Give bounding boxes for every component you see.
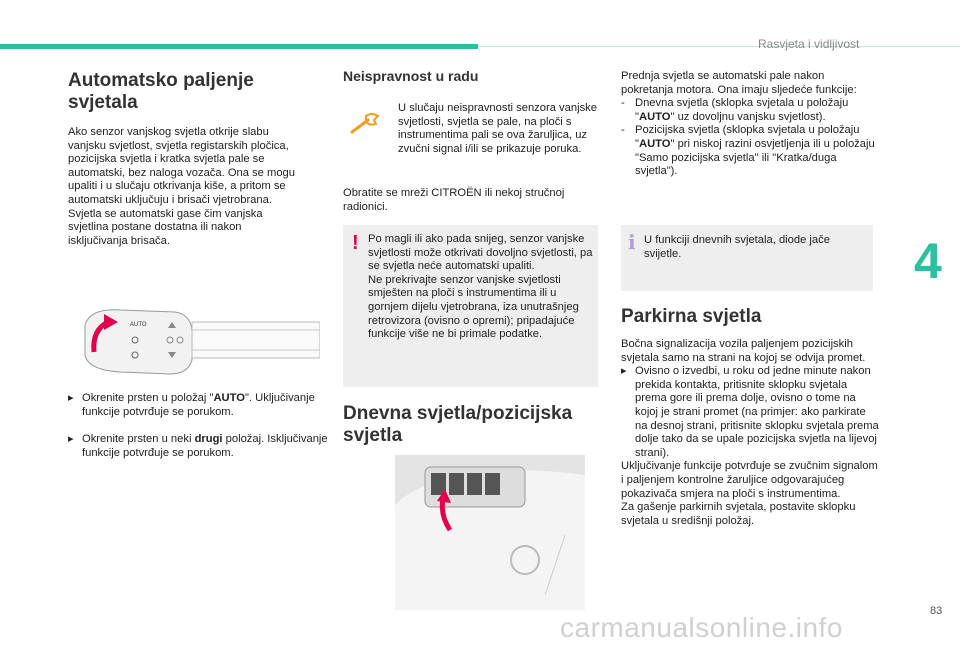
light-stalk-image [80,300,320,380]
watermark: carmanualsonline.info [560,612,843,643]
daytime-title-block [343,403,598,447]
warning-p1: Po magli ili ako pada snijeg, senzor vanjske svjetlosti može otkrivati dovoljno svjetlosti, pa se svjetla neće automatski upaliti. [368,233,593,273]
bullet-icon: ▸ [68,392,74,404]
warning-p2: Ne prekrivajte senzor vanjske svjetlosti smješten na ploči s instrumentima ili u gornjem dijelu vjetrobrana, iza unutrašnjeg retrovizora (ovisno o opremi); pripadajuće funkcije više ne bi primale podatke. [368,273,579,341]
info-icon: i [628,230,636,254]
daytime-intro: Prednja svjetla se automatski pale nakon pokretanja motora. Ona imaju sljedeće funkcije: [621,70,857,96]
malfunction-contact: Obratite se mreži CITROËN ili nekoj stručnoj radionici. [343,187,565,213]
header-divider [478,46,960,47]
parking-title: Parkirna svjetla [621,306,762,327]
malfunction-title: Neispravnost u radu [343,68,479,84]
parking-off: Za gašenje parkirnih svjetala, postavite sklopku svjetala u središnji položaj. [621,501,856,527]
auto-lights-steps [68,392,328,460]
section-title: Rasvjeta i vidljivost [758,37,860,51]
info-text: U funkciji dnevnih svjetala, diode jače svijetle. [644,234,830,260]
header-accent-bar [0,44,478,49]
bullet-icon: ▸ [621,365,627,378]
daytime-text [621,70,879,179]
daytime-item-1: - Dnevna svjetla (sklopka svjetala u položaju "AUTO" uz dovoljnu vanjsku svjetlost). [621,97,849,123]
step-auto-on: ▸ Okrenite prsten u položaj "AUTO". Uključivanje funkcije potvrđuje se porukom. [68,392,315,418]
parking-intro: Bočna signalizacija vozila paljenjem pozicijskih svjetala samo na strani na kojoj se odvija promet. [621,338,866,364]
parking-section [621,306,879,528]
daytime-title: Dnevna svjetla/pozicijska svjetla [343,403,573,446]
parking-step: ▸ Ovisno o izvedbi, u roku od jedne minute nakon prekida kontakta, pritisnite sklopku svjetala prema gore ili prema dolje, ovisno o tome na kojoj je strani promet (na primjer: ako parkirate na desnoj strani, pritisnite sklopku svjetala prema dolje tako da se upale pozicijska svjetla na lijevoj strani). [621,365,879,459]
light-switch-image [395,455,585,610]
auto-lights-section [68,70,328,248]
malfunction-section [343,70,598,84]
daytime-item-2: - Pozicijska svjetla (sklopka svjetala u položaju "AUTO" pri niskoj razini osvjetljenja ili u položaju "Samo pozicijska svjetla" ili "Kratka/duga svjetla"). [621,124,875,178]
bullet-icon: ▸ [68,433,74,446]
chapter-number: 4 [914,233,942,289]
auto-lights-body: Ako senzor vanjskog svjetla otkrije slabu vanjsku svjetlost, svjetla registarskih pločica, pozicijska svjetla i kratka svjetla pale se automatski, bez naloga vozača. Ona se mogu upaliti i u slučaju otkrivanja kiše, a pritom se automatski uključuju i brisači vjetrobrana. Svjetla se automatski gase čim vanjska svjetlina postane dostatna ili nakon isključivanja brisača. [68,126,295,247]
step-auto-off: ▸ Okrenite prsten u neki drugi položaj. Isključivanje funkcije potvrđuje se porukom. [68,433,328,459]
auto-lights-title: Automatsko paljenje svjetala [68,70,254,113]
parking-confirm: Uključivanje funkcije potvrđuje se zvučnim signalom i paljenjem kontrolne žaruljice odgovarajućeg pokazivača smjera na ploči s instrumentima. [621,460,878,500]
auto-label: AUTO [130,322,147,328]
wrench-icon [348,110,382,136]
page-number: 83 [930,605,943,617]
malfunction-icon-note: U slučaju neispravnosti senzora vanjske svjetlosti, svjetla se pale, na ploči s instrumentima pali se ova žaruljica, uz zvučni signal i/ili se prikazuje poruka. [398,102,597,155]
warning-icon: ! [352,232,359,254]
warning-text [368,233,593,342]
